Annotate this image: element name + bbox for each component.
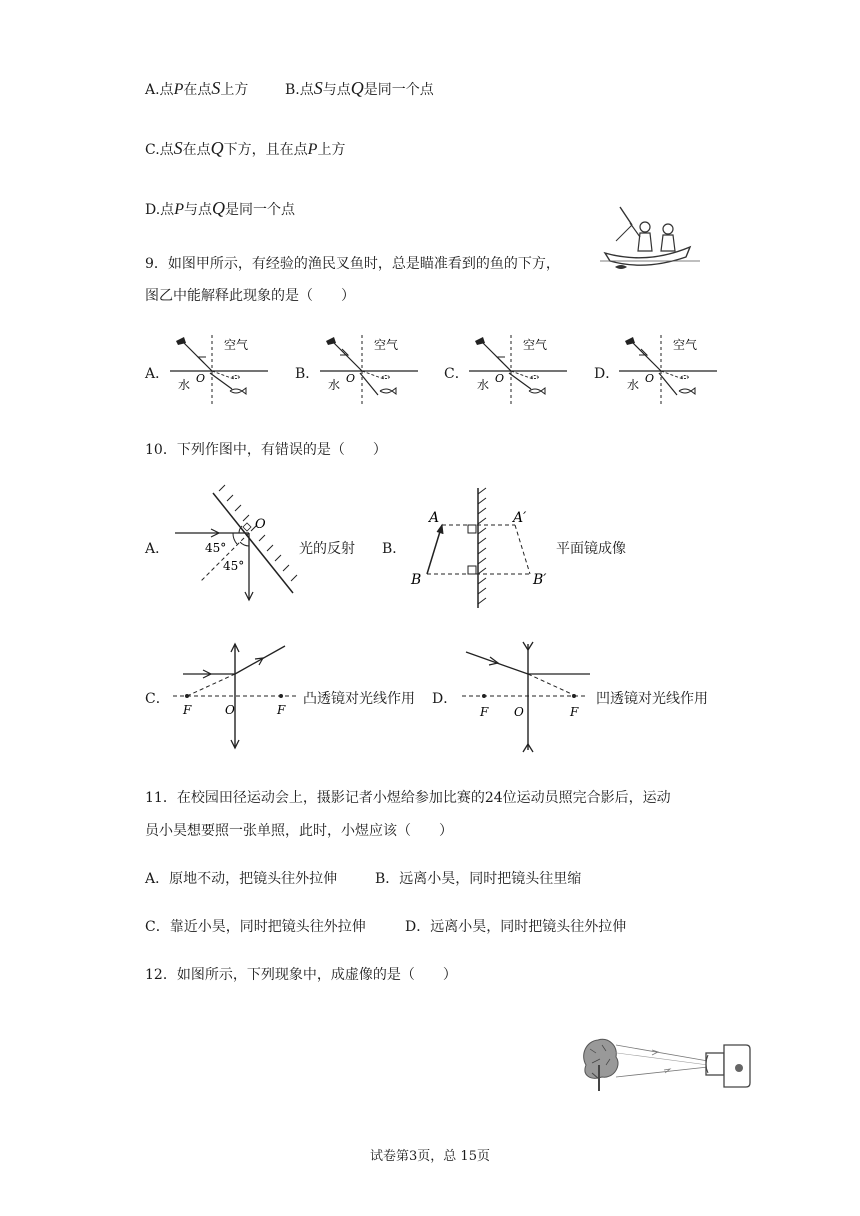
q10c-o: O <box>225 703 235 717</box>
q8-option-b: B.点S与点Q是同一个点 <box>285 78 434 98</box>
q9-stem-line2: 图乙中能解释此现象的是（ ） <box>145 288 355 304</box>
q8-option-a: A.点P在点S上方 <box>145 78 249 98</box>
q10c-f-right: F <box>277 703 286 717</box>
q9-air-label: 空气 <box>224 338 249 352</box>
q10-option-c-label: C． <box>145 691 170 707</box>
q9-option-d-diagram <box>619 333 719 408</box>
q10-reflection-diagram <box>175 488 300 608</box>
q10b-A2: A′ <box>513 510 527 526</box>
q10b-B2: B′ <box>533 572 547 588</box>
q10b-B: B <box>411 572 422 588</box>
q12-stem: 12．如图所示，下列现象中，成虚像的是（ ） <box>145 967 457 983</box>
q10-option-a-caption: 光的反射 <box>299 541 355 557</box>
q10-concave-lens-diagram <box>462 640 597 755</box>
q9-option-c-label: C． <box>444 366 469 382</box>
q10c-f-left: F <box>183 703 192 717</box>
q10-option-d-caption: 凹透镜对光线作用 <box>596 691 708 707</box>
q10-option-d-label: D． <box>432 691 458 707</box>
q9-option-a-diagram <box>170 333 270 408</box>
q10a-o-label: O <box>255 517 266 532</box>
q10d-o: O <box>514 705 524 719</box>
q8-option-d: D.点P与点Q是同一个点 <box>145 198 295 218</box>
fisherman-boat-illustration <box>590 205 705 275</box>
q11-option-c: C．靠近小昊，同时把镜头往外拉伸 <box>145 919 366 935</box>
q9-air-label: 空气 <box>673 338 698 352</box>
q9-option-a-label: A． <box>145 366 170 382</box>
q9-option-b-label: B． <box>295 366 320 382</box>
q9-option-b-diagram <box>320 333 420 408</box>
q9-air-label: 空气 <box>374 338 399 352</box>
q10-option-a-label: A． <box>145 541 170 557</box>
q11-stem-line1: 11．在校园田径运动会上，摄影记者小煜给参加比赛的24位运动员照完合影后，运动 <box>145 790 671 806</box>
q8-option-c: C.点S在点Q下方，且在点P上方 <box>145 138 346 158</box>
q9-stem-line1: 9．如图甲所示，有经验的渔民叉鱼时，总是瞄准看到的鱼的下方， <box>145 256 560 272</box>
q10a-angle2: 45° <box>223 559 245 573</box>
q9-water-label: 水 <box>477 378 490 392</box>
q9-water-label: 水 <box>328 378 341 392</box>
q10d-f-right: F <box>570 705 579 719</box>
q11-option-b: B．远离小昊，同时把镜头往里缩 <box>375 871 582 887</box>
q10b-A: A <box>429 510 440 526</box>
q9-water-label: 水 <box>627 378 640 392</box>
q10-option-c-caption: 凸透镜对光线作用 <box>303 691 415 707</box>
q11-option-a: A．原地不动，把镜头往外拉伸 <box>145 871 338 887</box>
q11-stem-line2: 员小昊想要照一张单照，此时，小煜应该（ ） <box>145 823 453 839</box>
page-footer: 试卷第3页，总 15页 <box>370 1149 490 1164</box>
q10-option-b-label: B． <box>382 541 407 557</box>
q9-option-c-diagram <box>469 333 569 408</box>
q10a-angle1: 45° <box>205 541 227 555</box>
q10-plane-mirror-diagram <box>405 488 555 610</box>
q9-o-label: O <box>196 372 206 385</box>
q10-convex-lens-diagram <box>173 640 303 752</box>
camera-tree-illustration <box>578 1035 753 1095</box>
q9-o-label: O <box>495 372 505 385</box>
q9-water-label: 水 <box>178 378 191 392</box>
q9-o-label: O <box>346 372 356 385</box>
q9-option-d-label: D． <box>594 366 620 382</box>
q9-o-label: O <box>645 372 655 385</box>
q9-air-label: 空气 <box>523 338 548 352</box>
q10d-f-left: F <box>480 705 489 719</box>
q11-option-d: D．远离小昊，同时把镜头往外拉伸 <box>405 919 627 935</box>
q10-stem: 10．下列作图中，有错误的是（ ） <box>145 442 387 458</box>
q10-option-b-caption: 平面镜成像 <box>556 541 626 557</box>
